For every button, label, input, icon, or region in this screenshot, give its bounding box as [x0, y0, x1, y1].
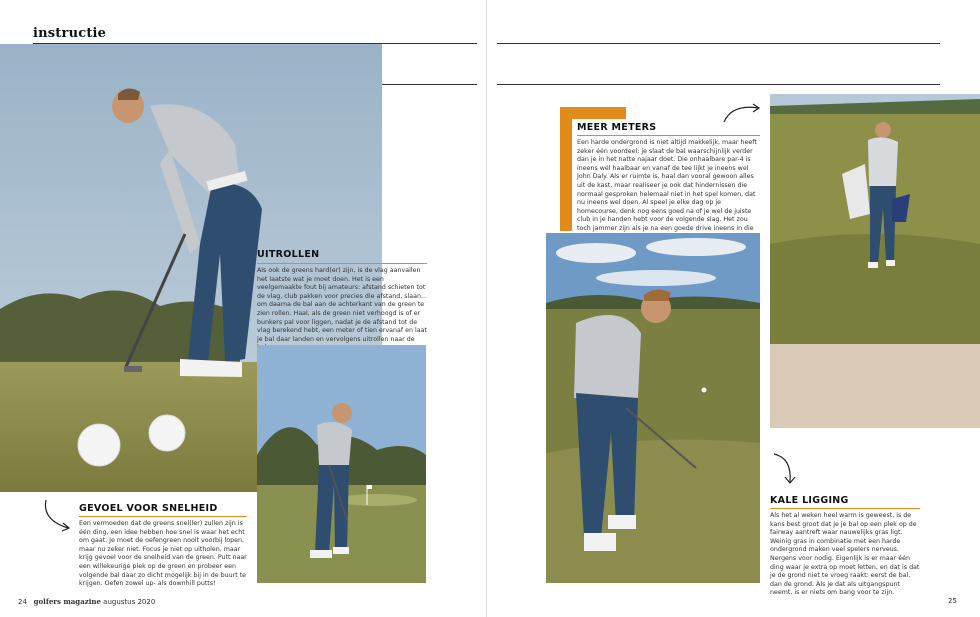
chip-photo-large: [546, 233, 760, 583]
section-label: instructie: [33, 26, 107, 41]
kale-ligging-heading: KALE LIGGING: [770, 495, 849, 506]
curved-arrow-icon: [770, 450, 798, 486]
footer-left: [18, 597, 155, 606]
header-rule-right-lower: [497, 84, 940, 85]
uitrollen-body: Als ook de greens hard(er) zijn, is de vlag aanvallen het laatste wat je moet doen. Het is een veelgemaakte fout bij amateurs: afstand schieten tot de vlag, club pakken voor precies die afstand, slaan... om daarna de bal aan de achterkant van de green te zien rollen. Haal, als de green niet verhoogd is of er bunkers pal voor liggen, nadat je de afstand tot de vlag berekend hebt, een meter of tien ervanaf en laat je bal daar landen en vervolgens uitrollen naar de: [257, 267, 427, 343]
curved-arrow-icon: [722, 102, 764, 126]
meer-meters-underline: [577, 135, 760, 136]
uitrollen-underline: [257, 263, 427, 264]
magazine-brand: golfers magazine: [33, 597, 101, 606]
left-page-number: 24: [18, 598, 27, 606]
gevoel-heading: GEVOEL VOOR SNELHEID: [79, 503, 218, 514]
kale-ligging-body: Als het al weken heel warm is geweest, is de kans best groot dat je je bal op een plek op de fairway aantreft waar nauwelijks gras ligt. Weinig gras in combinatie met een harde ondergrond maken veel spelers nerveus. Nergens voor nodig. Eigenlijk is er maar één ding waar je extra op moet letten, en dat is dat je de grond niet te vroeg raakt: eerst de bal, dan de grond. Als je dat als uitgangspunt neemt, is er niets om bang voor te zijn.: [770, 512, 920, 597]
gevoel-underline: [79, 516, 247, 517]
gevoel-body: Een vermoeden dat de greens snel(ler) zullen zijn is één ding, een idee hebben hoe snel is waar het echt om gaat. Je moet de oefengreen nooit voorbij lopen, maar nu zeker niet. Focus je niet op uitholen, maar krijg gevoel voor de snelheid van de green. Putt naar een willekeurige plek op de green en probeer een volgende bal daar zo dicht mogelijk bij in de buurt te krijgen. Oefen zowel up- als downhill putts!: [79, 520, 247, 588]
kale-ligging-underline: [770, 508, 920, 509]
header-rule-right: [497, 43, 940, 44]
issue-date: augustus 2020: [103, 598, 156, 606]
page-gutter: [486, 0, 487, 617]
curved-arrow-icon: [40, 498, 74, 534]
header-rule-left-lower: [382, 84, 477, 85]
meer-meters-heading: MEER METERS: [577, 122, 657, 133]
uitrollen-heading: UITROLLEN: [257, 249, 320, 260]
walking-golfer-photo: [770, 94, 980, 428]
chip-photo-small: [257, 345, 426, 583]
meer-meters-body: Een harde ondergrond is niet altijd makkelijk, maar heeft zeker één voordeel: je slaat de bal waarschijnlijk verder dan je in het natte najaar doet. Die onhaalbare par-4 is ineens wél haalbaar en vanaf de tee lijkt je ineens wel John Daly. Als er ruimte is, haal dan vooral gewoon alles uit de kast, maar realiseer je ook dat hindernissen die normaal gesproken helemaal niet in het spel komen, dat nu ineens wel doen. Al speel je elke dag op je homecourse, denk nog eens goed na of je wel de juiste club in je handen hebt voor de volgende slag. Het zou toch jammer zijn als je na een goede drive ineens in die: [577, 139, 757, 232]
right-page-number: 25: [948, 597, 957, 605]
